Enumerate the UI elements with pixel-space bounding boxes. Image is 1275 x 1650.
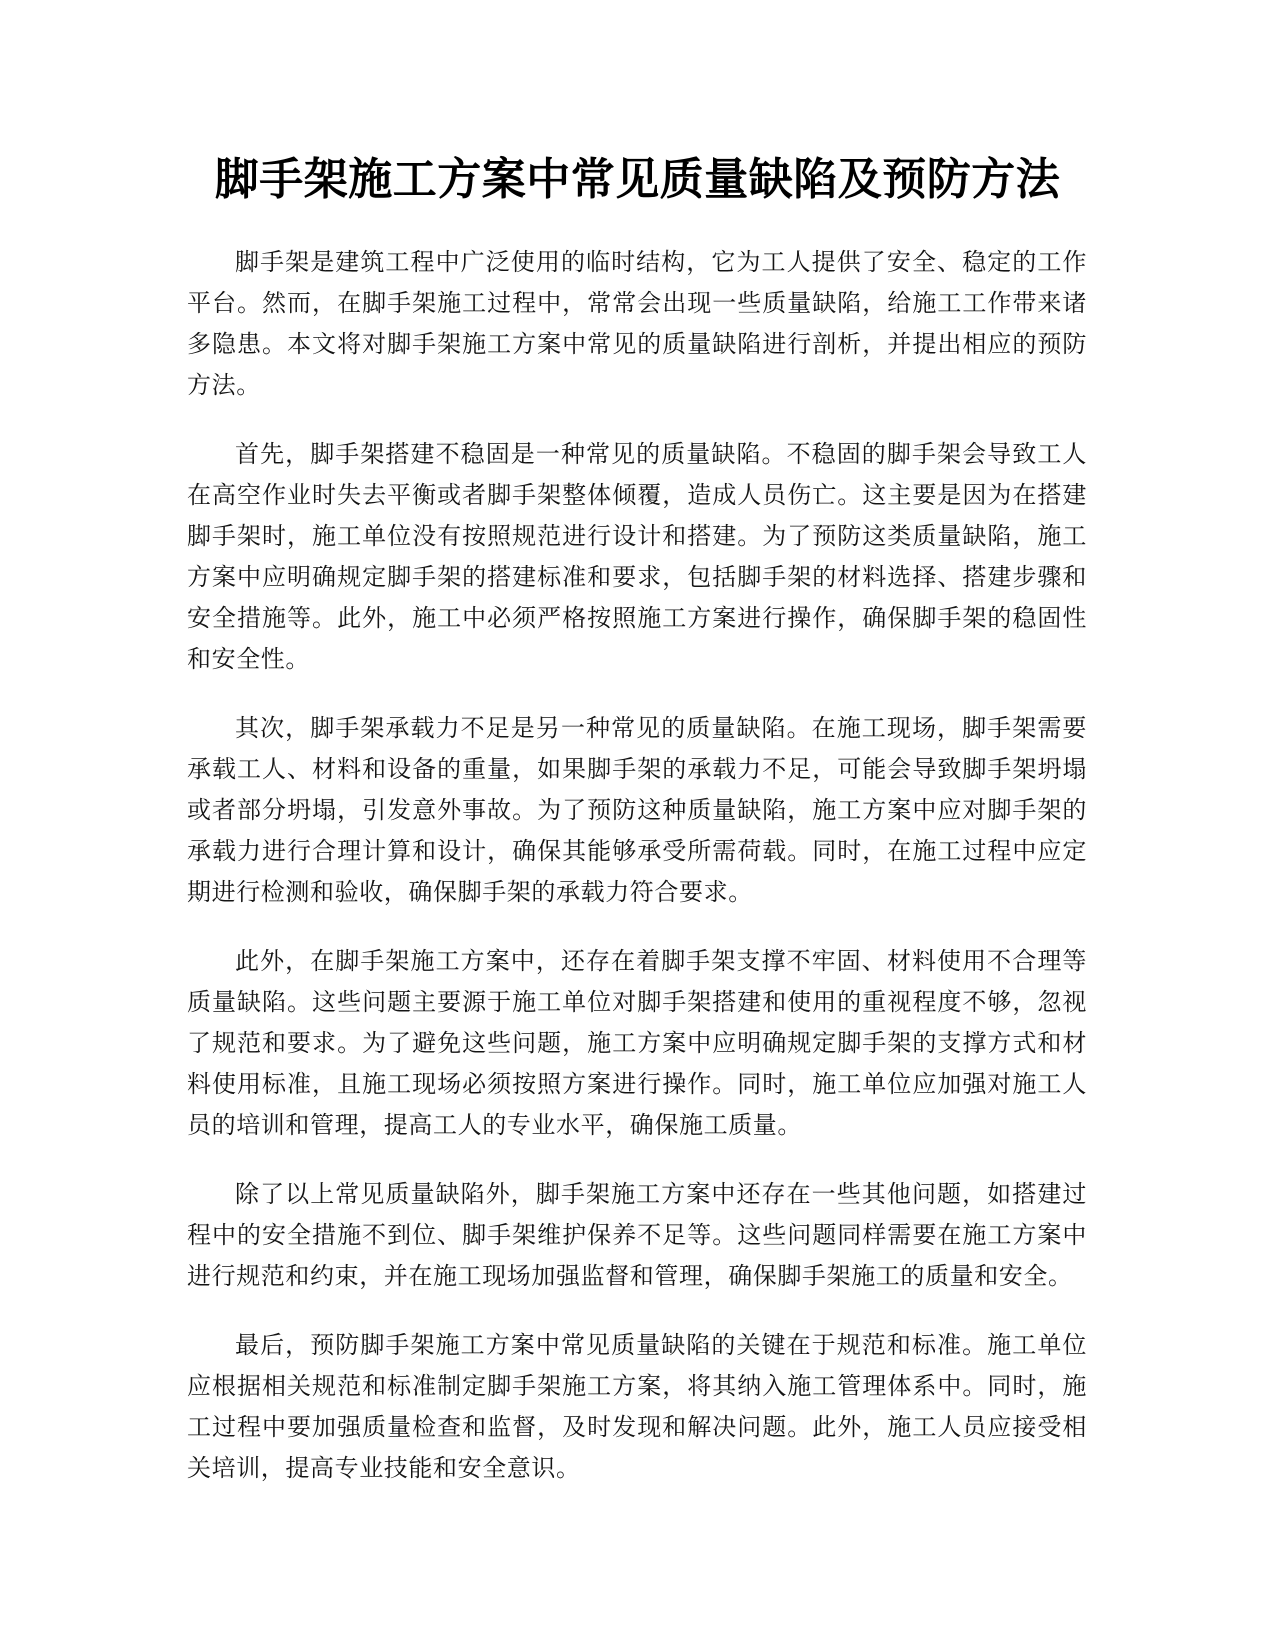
paragraph-conclusion: 最后，预防脚手架施工方案中常见质量缺陷的关键在于规范和标准。施工单位应根据相关规范和标准制定脚手架施工方案，将其纳入施工管理体系中。同时，施工过程中要加强质量检查和监督，及时发现和解决问题。此外，施工人员应接受相关培训，提高专业技能和安全意识。 bbox=[187, 1331, 1087, 1482]
paragraph-intro: 脚手架是建筑工程中广泛使用的临时结构，它为工人提供了安全、稳定的工作平台。然而，在脚手架施工过程中，常常会出现一些质量缺陷，给施工工作带来诸多隐患。本文将对脚手架施工方案中常见的质量缺陷进行剖析，并提出相应的预防方法。 bbox=[187, 248, 1087, 399]
paragraph-unstable-scaffold: 首先，脚手架搭建不稳固是一种常见的质量缺陷。不稳固的脚手架会导致工人在高空作业时失去平衡或者脚手架整体倾覆，造成人员伤亡。这主要是因为在搭建脚手架时，施工单位没有按照规范进行设计和搭建。为了预防这类质量缺陷，施工方案中应明确规定脚手架的搭建标准和要求，包括脚手架的材料选择、搭建步骤和安全措施等。此外，施工中必须严格按照施工方案进行操作，确保脚手架的稳固性和安全性。 bbox=[187, 440, 1087, 673]
document-body bbox=[187, 242, 1087, 1517]
paragraph-weak-support: 此外，在脚手架施工方案中，还存在着脚手架支撑不牢固、材料使用不合理等质量缺陷。这些问题主要源于施工单位对脚手架搭建和使用的重视程度不够，忽视了规范和要求。为了避免这些问题，施工方案中应明确规定脚手架的支撑方式和材料使用标准，且施工现场必须按照方案进行操作。同时，施工单位应加强对施工人员的培训和管理，提高工人的专业水平，确保施工质量。 bbox=[187, 947, 1087, 1139]
document-title: 脚手架施工方案中常见质量缺陷及预防方法 bbox=[214, 154, 1061, 205]
paragraph-insufficient-capacity: 其次，脚手架承载力不足是另一种常见的质量缺陷。在施工现场，脚手架需要承载工人、材料和设备的重量，如果脚手架的承载力不足，可能会导致脚手架坍塌或者部分坍塌，引发意外事故。为了预防这种质量缺陷，施工方案中应对脚手架的承载力进行合理计算和设计，确保其能够承受所需荷载。同时，在施工过程中应定期进行检测和验收，确保脚手架的承载力符合要求。 bbox=[187, 714, 1087, 906]
paragraph-other-issues: 除了以上常见质量缺陷外，脚手架施工方案中还存在一些其他问题，如搭建过程中的安全措施不到位、脚手架维护保养不足等。这些问题同样需要在施工方案中进行规范和约束，并在施工现场加强监督和管理，确保脚手架施工的质量和安全。 bbox=[187, 1180, 1087, 1290]
